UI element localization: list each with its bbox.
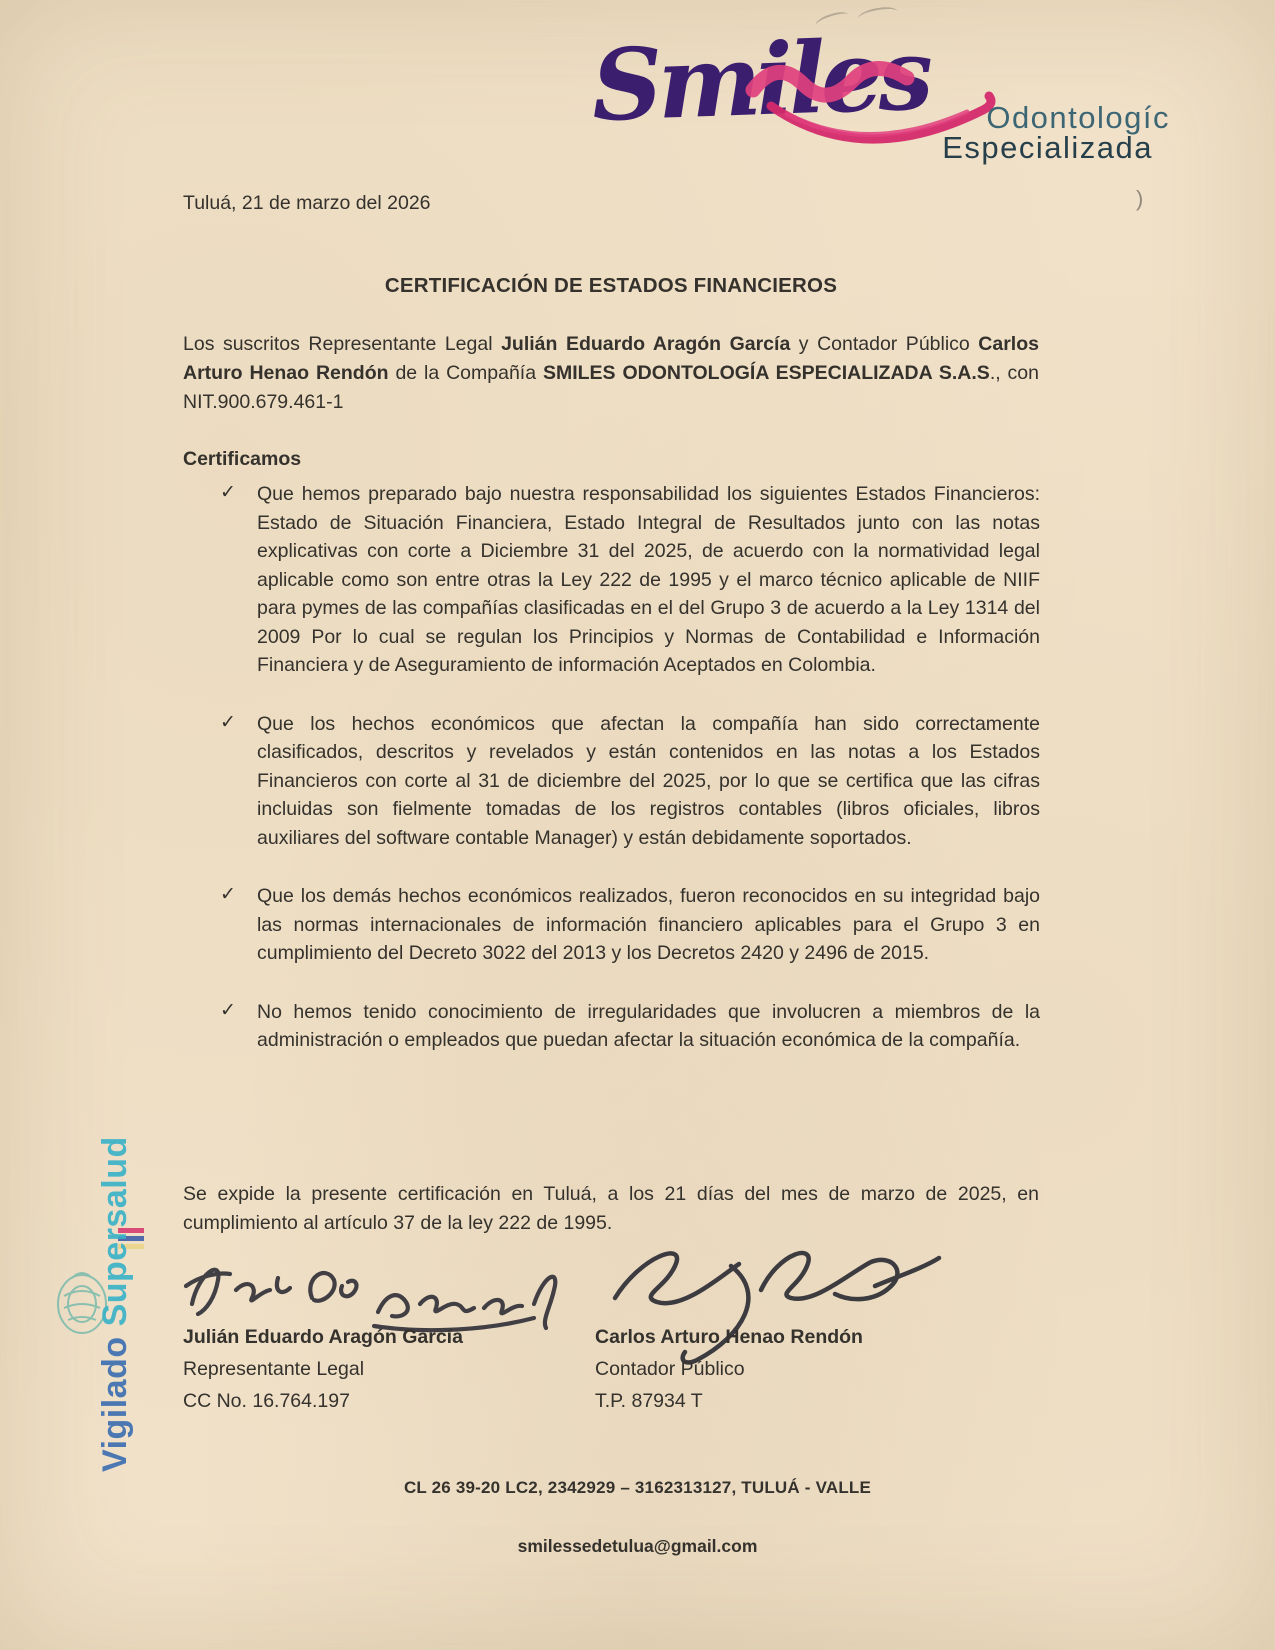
checkmark-icon: ✓ [220,482,236,503]
signatory-id: T.P. 87934 T [595,1390,703,1412]
intro-bold-segment: Carlos Arturo Henao Rendón [183,333,1039,384]
certification-list [220,480,1040,1085]
footer-email: smilessedetulua@gmail.com [517,1536,758,1556]
logo-subtitle-line1: Odontologíc [986,100,1170,135]
signatory-name: Carlos Arturo Henao Rendón [595,1326,863,1348]
intro-text-segment: de la Compañía [388,362,543,384]
checkmark-icon: ✓ [220,711,236,733]
certification-item-text: Que los demás hechos económicos realizados, fueron reconocidos en su integridad bajo las normas internacionales de información financiero aplicables para el Grupo 3 en cumplimiento del Decreto 3022 del 2013 y los Decretos 2420 y 2496 de 2015. [257,885,1040,964]
signatory-role: Representante Legal [183,1358,365,1380]
scan-artifact: ) [1136,186,1144,211]
signatory-accountant [595,1326,995,1413]
signatory-representative [183,1326,583,1413]
signatory-name: Julián Eduardo Aragón García [183,1326,463,1348]
logo-brand-text: Smiles [589,18,931,144]
company-logo [575,18,1185,168]
intro-paragraph [183,330,1039,417]
certification-item-text: No hemos tenido conocimiento de irregularidades que involucren a miembros de la administración o empleados que puedan afectar la situación económica de la compañía. [257,1000,1040,1051]
footer-address: CL 26 39-20 LC2, 2342929 – 3162313127, TULUÁ - VALLE [403,1478,872,1497]
intro-bold-segment: Julián Eduardo Aragón García [501,333,791,355]
certify-heading: Certificamos [183,448,302,470]
certification-item-text: Que hemos preparado bajo nuestra responsabilidad los siguientes Estados Financieros: Estado de Situación Financiera, Estado Integral de Resultados junto con las notas explicativas con corte a Diciembre 31 del 2025, de acuerdo con la normatividad legal aplicable como son entre otras la Ley 222 de 1995 y el marco técnico aplicable de NIIF para pymes de las compañías clasificadas en el del Grupo 3 de acuerdo a la Ley 1314 del 2009 Por lo cual se regulan los Principios y Normas de Contabilidad e Información Financiera y de Aseguramiento de información Aceptados en Colombia. [257,483,1040,676]
intro-bold-segment: SMILES ODONTOLOGÍA ESPECIALIZADA S.A.S [542,362,990,384]
document-title: CERTIFICACIÓN DE ESTADOS FINANCIEROS [384,274,838,297]
intro-text-segment: Los suscritos Representante Legal [183,333,502,355]
certification-item [220,710,1040,853]
supersalud-label: Supersalud [96,1136,134,1327]
signatory-id: CC No. 16.764.197 [183,1390,350,1412]
logo-subtitle-line2: Especializada [942,130,1153,165]
certification-item-text: Que los hechos económicos que afectan la compañía han sido correctamente clasificados, descritos y revelados y están contenidos en las notas a los Estados Financieros con corte al 31 de diciembre del 2025, por lo que se certifica que las cifras incluidas son fielmente tomadas de los registros contables (libros oficiales, libros auxiliares del software contable Manager) y están debidamente soportados. [257,712,1040,849]
checkmark-icon: ✓ [220,884,236,905]
vigilado-label: Vigilado [96,1336,134,1472]
certification-item [220,882,1040,968]
intro-text-segment: y Contador Público [790,333,979,355]
certification-item [220,998,1040,1055]
intro-text-segment: ., con NIT.900.679.461-1 [183,362,1039,413]
checkmark-icon: ✓ [220,999,236,1021]
certification-item [220,480,1040,680]
vigilado-supersalud-watermark [96,1136,135,1472]
signatory-role: Contador Público [595,1358,745,1380]
date-line: Tuluá, 21 de marzo del 2026 [183,192,431,214]
closing-paragraph: Se expide la presente certificación en Tuluá, a los 21 días del mes de marzo de 2025, en cumplimiento al artículo 37 de la ley 222 de 1995. [183,1183,1039,1234]
